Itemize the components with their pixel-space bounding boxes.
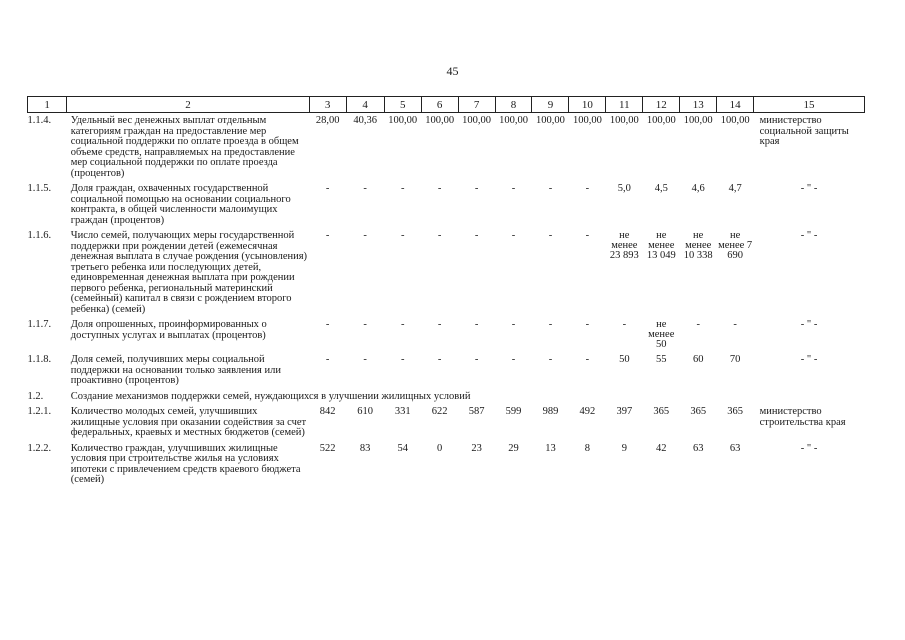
header-cell: 7 <box>458 97 495 113</box>
value-cell: - <box>400 354 405 365</box>
header-cell: 1 <box>28 97 67 113</box>
table-row <box>28 228 865 317</box>
value-cell: 40,36 <box>353 115 377 126</box>
value-cell: 842 <box>319 406 336 417</box>
value-cell: 29 <box>508 442 519 454</box>
indicator-name: Доля граждан, охваченных государственной социальной помощью на основании социального контракта, в общей численности малоимущих граждан (процентов) <box>70 183 291 226</box>
value-cell: - <box>325 354 330 365</box>
value-cell: - <box>363 319 367 330</box>
value-cell: - <box>511 183 516 194</box>
value-cell: 5,0 <box>617 183 631 194</box>
value-cell: 9 <box>621 442 627 454</box>
responsible-executor: - " - <box>800 354 818 365</box>
row-code: 1.2.1. <box>27 406 52 417</box>
table-row <box>28 181 865 228</box>
page-number: 45 <box>446 64 459 78</box>
indicator-name: Количество граждан, улучшивших жилищные условия при строительстве жилья на условиях ипотеки с привлечением средств краевого бюджета (семей) <box>70 442 301 485</box>
value-cell: 63 <box>692 442 704 454</box>
header-cell: 8 <box>495 97 532 113</box>
value-cell: 63 <box>729 442 741 454</box>
section-row <box>28 389 865 405</box>
table-row <box>28 441 865 488</box>
table-row <box>28 404 865 441</box>
header-cell: 9 <box>532 97 569 113</box>
indicator-name: Количество молодых семей, улучшивших жилищные условия при оказании содействия за счет федеральных, краевых и местных бюджетов (семей) <box>70 406 307 438</box>
header-cell: 4 <box>346 97 384 113</box>
header-cell: 6 <box>421 97 458 113</box>
responsible-executor: министерство строительства края <box>759 406 846 428</box>
value-cell: 397 <box>616 406 633 417</box>
value-cell: 100,00 <box>609 115 639 126</box>
value-cell: 28,00 <box>315 115 340 126</box>
value-cell: 55 <box>656 354 667 365</box>
value-cell: не менее 13 049 <box>646 230 676 261</box>
row-code: 1.1.4. <box>27 115 52 126</box>
value-cell: - <box>325 319 330 330</box>
value-cell: 23 <box>471 442 482 454</box>
value-cell: 100,00 <box>462 115 491 126</box>
indicator-name: Число семей, получающих меры государственной поддержки при рождении детей (ежемесячная денежная выплата в случае рождения (усыновления) третьего ребенка или последующих детей, единовременная денежная выплата при рождении первого ребенка, региональный материнский (семейный) капитал в связи с рождением второго ребенка) (семей) <box>70 230 308 315</box>
responsible-executor: - " - <box>800 183 818 194</box>
value-cell: 100,00 <box>388 115 418 126</box>
header-cell: 12 <box>643 97 680 113</box>
value-cell: 42 <box>656 442 667 454</box>
value-cell: 54 <box>397 442 408 454</box>
value-cell: - <box>585 319 590 330</box>
value-cell: - <box>585 354 590 365</box>
value-cell: - <box>733 319 737 330</box>
row-code: 1.1.6. <box>27 230 52 241</box>
value-cell: 100,00 <box>536 115 565 126</box>
responsible-executor: - " - <box>800 442 818 454</box>
indicators-table <box>27 96 865 488</box>
value-cell: 8 <box>584 442 590 454</box>
value-cell: - <box>548 230 553 241</box>
table-row <box>28 113 865 182</box>
row-code: 1.2.2. <box>27 442 52 454</box>
value-cell: - <box>474 319 479 330</box>
value-cell: - <box>437 230 442 241</box>
value-cell: 365 <box>727 406 743 417</box>
header-cell: 14 <box>717 97 754 113</box>
value-cell: - <box>474 230 479 241</box>
value-cell: не менее 50 <box>648 319 675 350</box>
value-cell: 4,6 <box>691 183 705 194</box>
value-cell: 331 <box>394 406 411 417</box>
value-cell: - <box>363 183 367 194</box>
value-cell: не менее 7 690 <box>718 230 753 261</box>
value-cell: - <box>325 230 330 241</box>
row-code: 1.1.8. <box>27 354 52 365</box>
header-row <box>28 97 865 113</box>
section-title: Создание механизмов поддержки семей, нуждающихся в улучшении жилищных условий <box>70 390 471 402</box>
value-cell: - <box>474 354 479 365</box>
value-cell: 599 <box>505 406 522 417</box>
row-code: 1.1.7. <box>27 319 52 330</box>
value-cell: 60 <box>692 354 704 365</box>
value-cell: - <box>437 183 442 194</box>
value-cell: не менее 10 338 <box>683 230 713 261</box>
value-cell: - <box>548 319 553 330</box>
header-cell: 13 <box>680 97 717 113</box>
value-cell: - <box>363 230 367 241</box>
indicator-name: Доля семей, получивших меры социальной поддержки на основании только заявления или проактивно (процентов) <box>70 354 281 386</box>
value-cell: 365 <box>653 406 670 417</box>
value-cell: - <box>511 230 516 241</box>
value-cell: 4,5 <box>654 183 668 194</box>
row-code: 1.2. <box>27 390 44 402</box>
value-cell: - <box>511 319 516 330</box>
value-cell: 100,00 <box>499 115 528 126</box>
value-cell: 365 <box>690 406 707 417</box>
header-cell: 15 <box>754 97 865 113</box>
value-cell: - <box>696 319 700 330</box>
value-cell: - <box>400 319 405 330</box>
value-cell: 989 <box>542 406 559 417</box>
value-cell: - <box>474 183 479 194</box>
value-cell: 492 <box>579 406 596 417</box>
header-cell: 10 <box>569 97 606 113</box>
value-cell: 100,00 <box>646 115 676 126</box>
responsible-executor: - " - <box>800 319 818 330</box>
value-cell: - <box>622 319 627 330</box>
value-cell: 83 <box>359 442 371 454</box>
value-cell: 587 <box>468 406 485 417</box>
value-cell: 622 <box>431 406 448 417</box>
value-cell: - <box>400 183 405 194</box>
responsible-executor: - " - <box>800 230 818 241</box>
value-cell: - <box>437 319 442 330</box>
indicator-name: Удельный вес денежных выплат отдельным категориям граждан на предоставление мер социальной поддержки по оплате проезда в общем объеме средств, направляемых на предоставление мер социальной поддержки по оплате проезда (процентов) <box>70 115 299 179</box>
value-cell: 70 <box>729 354 741 365</box>
value-cell: - <box>400 230 405 241</box>
value-cell: 610 <box>357 406 374 417</box>
header-cell: 3 <box>309 97 346 113</box>
value-cell: 100,00 <box>572 115 602 126</box>
row-code: 1.1.5. <box>27 183 52 194</box>
value-cell: 50 <box>619 354 630 365</box>
header-cell: 5 <box>384 97 421 113</box>
value-cell: 100,00 <box>425 115 455 126</box>
value-cell: 100,00 <box>720 115 750 126</box>
value-cell: - <box>548 354 553 365</box>
value-cell: 13 <box>545 442 556 454</box>
table-row <box>28 317 865 352</box>
value-cell: - <box>585 230 590 241</box>
value-cell: не менее 23 893 <box>609 230 639 261</box>
responsible-executor: министерство социальной защиты края <box>759 115 849 147</box>
value-cell: - <box>511 354 516 365</box>
value-cell: 4,7 <box>728 183 742 194</box>
value-cell: - <box>437 354 442 365</box>
value-cell: - <box>585 183 590 194</box>
value-cell: 0 <box>437 442 443 454</box>
value-cell: 522 <box>319 442 336 454</box>
header-cell: 2 <box>67 97 309 113</box>
value-cell: - <box>325 183 330 194</box>
value-cell: - <box>548 183 553 194</box>
value-cell: - <box>363 354 367 365</box>
header-cell: 11 <box>606 97 643 113</box>
indicator-name: Доля опрошенных, проинформированных о доступных услугах и выплатах (процентов) <box>70 319 267 341</box>
table-row <box>28 352 865 389</box>
value-cell: 100,00 <box>683 115 713 126</box>
